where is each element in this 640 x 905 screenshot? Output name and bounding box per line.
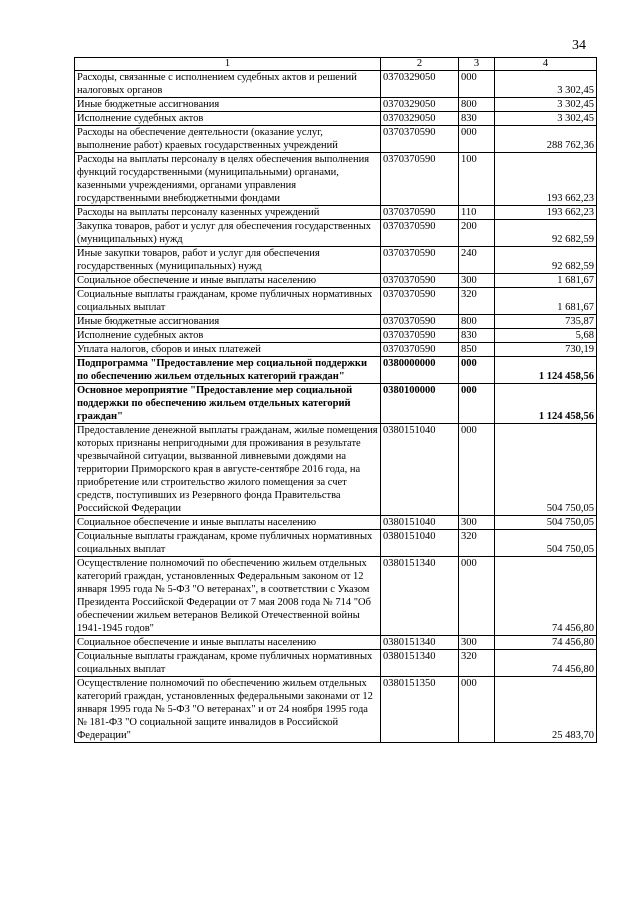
row-type-cell: 800 — [459, 315, 495, 329]
row-amount-cell: 504 750,05 — [495, 424, 597, 516]
row-type-cell: 830 — [459, 112, 495, 126]
row-type-cell: 000 — [459, 677, 495, 743]
column-header-2: 2 — [381, 58, 459, 71]
row-type-cell: 000 — [459, 557, 495, 636]
row-amount-cell: 25 483,70 — [495, 677, 597, 743]
row-name-cell: Осуществление полномочий по обеспечению жильем отдельных категорий граждан, установленных федеральными законами от 12 января 1995 года № 5-ФЗ "О ветеранах" и от 24 ноября 1995 года № 181-ФЗ "О социальной защите инвалидов в Российской Федерации" — [75, 677, 381, 743]
row-type-cell: 320 — [459, 288, 495, 315]
row-code-cell: 0370370590 — [381, 220, 459, 247]
row-code-cell: 0370370590 — [381, 274, 459, 288]
table-row — [75, 274, 597, 288]
row-type-cell: 830 — [459, 329, 495, 343]
row-code-cell: 0380151340 — [381, 650, 459, 677]
table-row — [75, 343, 597, 357]
table-row — [75, 384, 597, 424]
row-name-cell: Социальные выплаты гражданам, кроме публичных нормативных социальных выплат — [75, 530, 381, 557]
row-code-cell: 0380151340 — [381, 636, 459, 650]
table-row — [75, 530, 597, 557]
row-amount-cell: 735,87 — [495, 315, 597, 329]
row-amount-cell: 74 456,80 — [495, 636, 597, 650]
page-number: 34 — [572, 38, 586, 53]
row-type-cell: 000 — [459, 357, 495, 384]
table-header-row — [75, 58, 597, 71]
table-row — [75, 636, 597, 650]
row-type-cell: 240 — [459, 247, 495, 274]
row-amount-cell: 730,19 — [495, 343, 597, 357]
row-amount-cell: 193 662,23 — [495, 153, 597, 206]
row-type-cell: 000 — [459, 126, 495, 153]
table-row — [75, 98, 597, 112]
row-name-cell: Социальное обеспечение и иные выплаты населению — [75, 274, 381, 288]
row-type-cell: 320 — [459, 650, 495, 677]
row-amount-cell: 1 124 458,56 — [495, 384, 597, 424]
row-name-cell: Расходы, связанные с исполнением судебных актов и решений налоговых органов — [75, 71, 381, 98]
row-type-cell: 850 — [459, 343, 495, 357]
row-amount-cell: 504 750,05 — [495, 516, 597, 530]
row-type-cell: 200 — [459, 220, 495, 247]
row-code-cell: 0380151040 — [381, 516, 459, 530]
row-code-cell: 0380100000 — [381, 384, 459, 424]
row-name-cell: Закупка товаров, работ и услуг для обеспечения государственных (муниципальных) нужд — [75, 220, 381, 247]
column-header-3: 3 — [459, 58, 495, 71]
row-type-cell: 300 — [459, 636, 495, 650]
row-code-cell: 0370370590 — [381, 329, 459, 343]
table-row — [75, 247, 597, 274]
row-amount-cell: 92 682,59 — [495, 220, 597, 247]
budget-table — [74, 57, 597, 743]
row-code-cell: 0370370590 — [381, 153, 459, 206]
row-amount-cell: 504 750,05 — [495, 530, 597, 557]
row-amount-cell: 1 681,67 — [495, 274, 597, 288]
row-amount-cell: 74 456,80 — [495, 557, 597, 636]
row-name-cell: Социальное обеспечение и иные выплаты населению — [75, 516, 381, 530]
row-code-cell: 0370370590 — [381, 126, 459, 153]
row-name-cell: Иные бюджетные ассигнования — [75, 315, 381, 329]
table-row — [75, 112, 597, 126]
table-row — [75, 650, 597, 677]
row-amount-cell: 5,68 — [495, 329, 597, 343]
row-amount-cell: 193 662,23 — [495, 206, 597, 220]
row-name-cell: Исполнение судебных актов — [75, 112, 381, 126]
row-code-cell: 0370329050 — [381, 98, 459, 112]
row-code-cell: 0370370590 — [381, 315, 459, 329]
row-name-cell: Основное мероприятие "Предоставление мер социальной поддержки по обеспечению жильем отдельных категорий граждан" — [75, 384, 381, 424]
row-name-cell: Иные бюджетные ассигнования — [75, 98, 381, 112]
row-amount-cell: 288 762,36 — [495, 126, 597, 153]
row-name-cell: Социальные выплаты гражданам, кроме публичных нормативных социальных выплат — [75, 650, 381, 677]
table-row — [75, 288, 597, 315]
row-type-cell: 000 — [459, 384, 495, 424]
row-amount-cell: 74 456,80 — [495, 650, 597, 677]
row-amount-cell: 1 124 458,56 — [495, 357, 597, 384]
row-code-cell: 0380151340 — [381, 557, 459, 636]
column-header-1: 1 — [75, 58, 381, 71]
row-code-cell: 0370370590 — [381, 206, 459, 220]
row-amount-cell: 92 682,59 — [495, 247, 597, 274]
table-row — [75, 424, 597, 516]
row-name-cell: Расходы на обеспечение деятельности (оказание услуг, выполнение работ) краевых государственных учреждений — [75, 126, 381, 153]
row-name-cell: Социальное обеспечение и иные выплаты населению — [75, 636, 381, 650]
table-row — [75, 677, 597, 743]
table-row — [75, 516, 597, 530]
row-name-cell: Осуществление полномочий по обеспечению жильем отдельных категорий граждан, установленных Федеральным законом от 12 января 1995 года № 5-ФЗ "О ветеранах", в соответствии с Указом Президента Российской Федерации от 7 мая 2008 года № 714 "Об обеспечении жильем ветеранов Великой Отечественной войны 1941-1945 годов" — [75, 557, 381, 636]
row-amount-cell: 3 302,45 — [495, 112, 597, 126]
row-amount-cell: 1 681,67 — [495, 288, 597, 315]
row-code-cell: 0370370590 — [381, 247, 459, 274]
row-name-cell: Расходы на выплаты персоналу в целях обеспечения выполнения функций государственными (муниципальными) органами, казенными учреждениями, органами управления государственными внебюджетными фондами — [75, 153, 381, 206]
table-row — [75, 126, 597, 153]
row-name-cell: Уплата налогов, сборов и иных платежей — [75, 343, 381, 357]
row-code-cell: 0380151040 — [381, 530, 459, 557]
row-type-cell: 300 — [459, 274, 495, 288]
row-code-cell: 0370370590 — [381, 343, 459, 357]
table-row — [75, 71, 597, 98]
row-type-cell: 000 — [459, 424, 495, 516]
row-name-cell: Расходы на выплаты персоналу казенных учреждений — [75, 206, 381, 220]
row-name-cell: Предоставление денежной выплаты гражданам, жилые помещения которых признаны непригодными для проживания в результате чрезвычайной ситуации, вызванной ливневыми дождями на территории Приморского края в августе-сентябре 2016 года, на приобретение или строительство жилого помещения за счет средств, поступивших из Резервного фонда Правительства Российской Федерации — [75, 424, 381, 516]
row-code-cell: 0380151040 — [381, 424, 459, 516]
row-type-cell: 000 — [459, 71, 495, 98]
row-type-cell: 110 — [459, 206, 495, 220]
row-code-cell: 0370370590 — [381, 288, 459, 315]
row-name-cell: Социальные выплаты гражданам, кроме публичных нормативных социальных выплат — [75, 288, 381, 315]
table-row — [75, 315, 597, 329]
row-type-cell: 800 — [459, 98, 495, 112]
table-row — [75, 557, 597, 636]
row-name-cell: Подпрограмма "Предоставление мер социальной поддержки по обеспечению жильем отдельных категорий граждан" — [75, 357, 381, 384]
row-code-cell: 0380000000 — [381, 357, 459, 384]
row-name-cell: Исполнение судебных актов — [75, 329, 381, 343]
row-code-cell: 0370329050 — [381, 112, 459, 126]
row-code-cell: 0370329050 — [381, 71, 459, 98]
row-amount-cell: 3 302,45 — [495, 71, 597, 98]
table-row — [75, 220, 597, 247]
row-name-cell: Иные закупки товаров, работ и услуг для обеспечения государственных (муниципальных) нужд — [75, 247, 381, 274]
row-type-cell: 320 — [459, 530, 495, 557]
table-row — [75, 153, 597, 206]
table-row — [75, 357, 597, 384]
row-code-cell: 0380151350 — [381, 677, 459, 743]
table-row — [75, 329, 597, 343]
table-row — [75, 206, 597, 220]
row-type-cell: 300 — [459, 516, 495, 530]
row-type-cell: 100 — [459, 153, 495, 206]
row-amount-cell: 3 302,45 — [495, 98, 597, 112]
column-header-4: 4 — [495, 58, 597, 71]
